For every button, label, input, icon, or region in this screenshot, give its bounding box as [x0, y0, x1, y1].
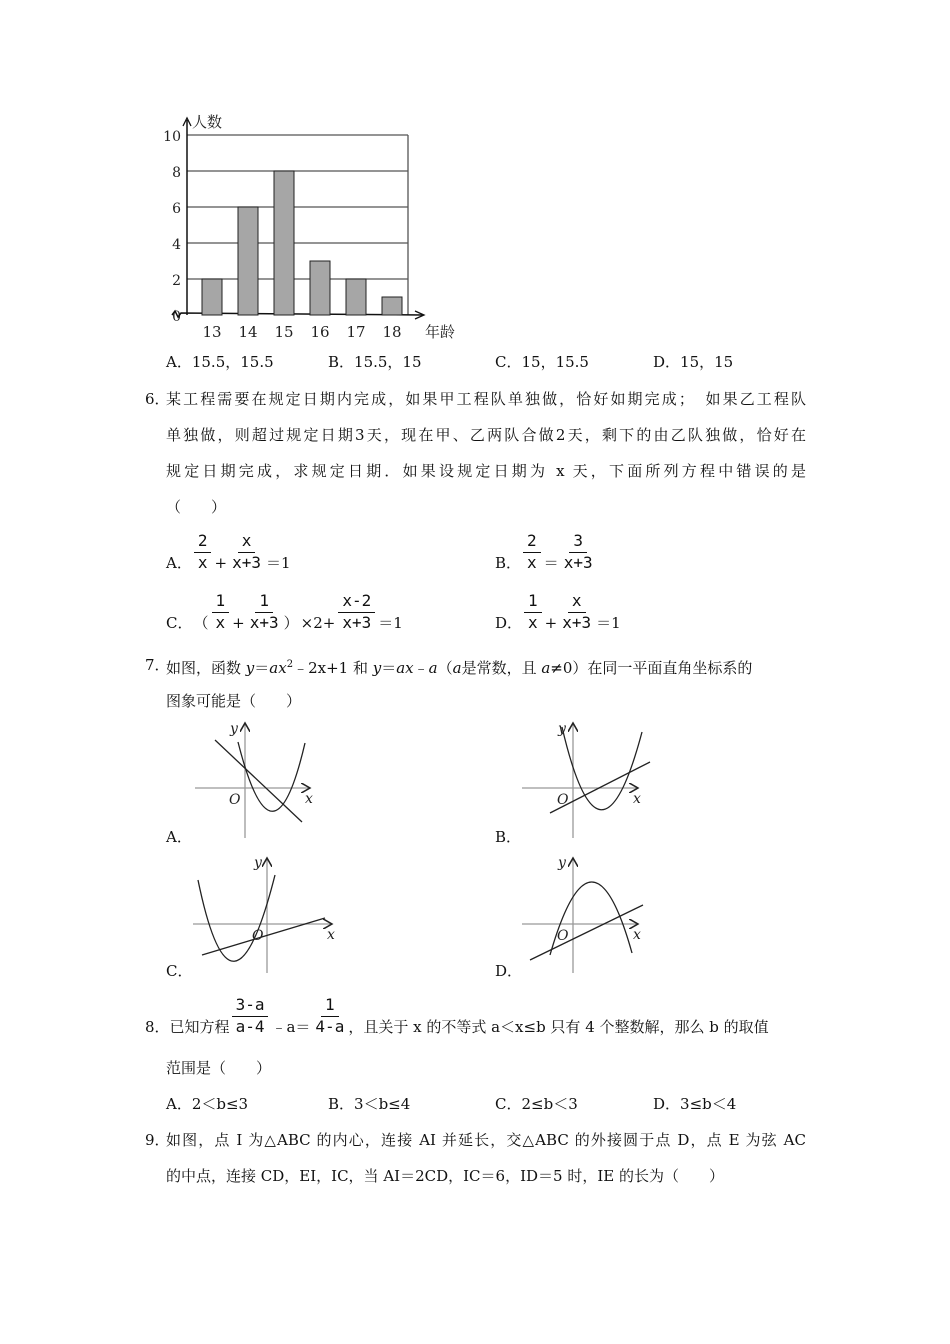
y-tick-label: 10 — [163, 129, 181, 145]
fraction — [524, 590, 542, 633]
numerator: x-2 — [338, 590, 375, 613]
bar — [274, 171, 294, 315]
x-tick-label: 13 — [202, 323, 222, 340]
q6-text-line: 单独做，则超过规定日期3天，现在甲、乙两队合做2天，剩下的由乙队独做，恰好在 — [166, 426, 806, 444]
equation-tail: ＝1 — [596, 614, 621, 632]
fraction — [230, 530, 263, 573]
x-label: x — [327, 927, 335, 943]
denominator: x+3 — [562, 613, 592, 632]
option-label: D． — [495, 614, 523, 632]
numerator: x — [238, 530, 256, 553]
denominator: x — [527, 553, 537, 572]
q8-option-b[interactable]: B．3＜b≤4 — [328, 1095, 411, 1113]
q6-text-line: 某工程需要在规定日期内完成，如果甲工程队单独做，恰好如期完成； 如果乙工程队 — [166, 390, 806, 408]
parabola — [238, 742, 305, 811]
q7-option-d[interactable]: D． — [495, 962, 523, 980]
graph-d[interactable] — [522, 858, 643, 973]
x-axis-title: 年龄 — [425, 323, 456, 340]
operator: + — [544, 614, 558, 632]
numerator: x — [568, 590, 586, 613]
x-tick-label: 14 — [238, 323, 258, 340]
option-label: A． — [166, 554, 192, 572]
option-label: C． — [166, 614, 193, 632]
q8-text-line: 范围是（ ） — [166, 1059, 272, 1077]
fraction — [560, 590, 593, 633]
denominator: x — [215, 613, 226, 632]
q5-option-b[interactable]: B．15.5，15 — [328, 353, 422, 371]
denominator: x+3 — [232, 553, 261, 572]
paren-close: ） — [283, 614, 299, 632]
q7-text-line: 如图，函数 $y=ax^2﹣2x+1$ 和 y＝ax﹣a（a是常数，且 a≠0）在同一平面直角坐标系的 — [166, 659, 753, 677]
fraction — [562, 530, 595, 573]
parabola — [198, 875, 275, 961]
q8-option-a[interactable]: A．2＜b≤3 — [166, 1095, 249, 1113]
y-tick-label: 8 — [172, 165, 181, 181]
denominator: a-4 — [235, 1017, 265, 1036]
q5-option-a[interactable]: A．15.5，15.5 — [166, 353, 274, 371]
q8-option-d[interactable]: D．3≤b＜4 — [653, 1095, 737, 1113]
option-label: B． — [495, 554, 522, 572]
q7-text-line: 图象可能是（ ） — [166, 692, 302, 710]
origin-label: O — [557, 928, 569, 944]
q9-text-line: 的中点，连接 CD，EI，IC，当 AI＝2CD，IC＝6，ID＝5 时，IE 的长为（ ） — [166, 1167, 724, 1185]
numerator: 1 — [524, 590, 542, 613]
q8-number: 8． — [145, 1018, 170, 1036]
y-label: y — [558, 721, 566, 737]
numerator: 1 — [321, 994, 339, 1017]
q7-number: 7． — [145, 656, 170, 674]
paren-open: （ — [193, 614, 209, 632]
q9-number: 9． — [145, 1131, 170, 1149]
x-tick-label: 16 — [310, 323, 330, 340]
fraction — [232, 994, 269, 1037]
fraction — [212, 590, 230, 633]
q7-option-b[interactable]: B． — [495, 828, 522, 846]
denominator: x+3 — [342, 613, 372, 632]
q6-answer-blank: （ ） — [166, 498, 227, 516]
q6-option-c[interactable] — [166, 590, 404, 633]
q6-option-b[interactable] — [495, 530, 597, 573]
q7-option-a[interactable]: A． — [166, 828, 192, 846]
q7-graphs — [160, 715, 660, 985]
y-tick-label: 4 — [172, 237, 181, 253]
fraction — [338, 590, 375, 633]
line — [215, 740, 302, 822]
numerator: 1 — [255, 590, 273, 613]
q6-text-line: 规定日期完成，求规定日期．如果设规定日期为 x 天，下面所列方程中错误的是 — [166, 462, 806, 480]
y-tick-label: 0 — [172, 309, 181, 325]
numerator: 2 — [194, 530, 212, 553]
x-tick-label: 18 — [382, 323, 402, 340]
fraction — [523, 530, 541, 573]
denominator: 4-a — [315, 1017, 345, 1036]
y-label: y — [558, 855, 566, 871]
q8-text-line: 8． 已知方程 $\frac{3-a}{a-4}$ ﹣a＝ $\frac{1}{4-a}$ ，且关于 x 的不等式 a＜x≤b 只有 4 个整数解，那么 b 的取值 — [145, 995, 769, 1036]
equation-tail: ＝1 — [265, 554, 291, 572]
denominator: x — [528, 613, 538, 632]
y-axis-title: 人数 — [192, 113, 223, 131]
fraction — [248, 590, 281, 633]
q8-option-c[interactable]: C．2≤b＜3 — [495, 1095, 578, 1113]
numerator: 2 — [523, 530, 541, 553]
x-label: x — [305, 791, 313, 807]
operator: ×2+ — [300, 614, 336, 632]
fraction — [313, 994, 346, 1037]
denominator: x — [197, 553, 208, 572]
x-tick-label: 17 — [346, 323, 366, 340]
parabola — [562, 727, 642, 810]
numerator: 1 — [212, 590, 230, 613]
y-label: y — [230, 721, 238, 737]
q5-option-c[interactable]: C．15，15.5 — [495, 353, 589, 371]
origin-label: O — [229, 792, 241, 808]
operator: + — [232, 614, 245, 632]
operator: + — [214, 554, 228, 572]
y-tick-label: 6 — [172, 201, 181, 217]
bar — [238, 207, 258, 315]
graph-c[interactable] — [193, 858, 332, 973]
q6-number: 6． — [145, 390, 170, 408]
operator: ＝ — [543, 554, 559, 572]
graph-a[interactable] — [195, 723, 310, 838]
x-tick-label: 15 — [274, 323, 294, 340]
denominator: x+3 — [563, 553, 593, 572]
y-label: y — [254, 855, 262, 871]
q6-option-a[interactable] — [166, 530, 292, 573]
y-tick-label: 2 — [172, 273, 181, 289]
q6-option-d[interactable] — [495, 590, 622, 633]
q5-option-d[interactable]: D．15，15 — [653, 353, 734, 371]
numerator: 3 — [569, 530, 587, 553]
equation-tail: ＝1 — [378, 614, 403, 632]
age-bar-chart — [150, 110, 460, 340]
origin-label: O — [557, 792, 569, 808]
x-label: x — [633, 791, 641, 807]
bar — [310, 261, 330, 315]
denominator: x+3 — [249, 613, 279, 632]
bar — [346, 279, 366, 315]
q9-text-line: 如图，点 I 为△ABC 的内心，连接 AI 并延长，交△ABC 的外接圆于点 D，点 E 为弦 AC — [166, 1131, 806, 1149]
bar — [382, 297, 402, 315]
origin-label: O — [252, 928, 264, 944]
q7-option-c[interactable]: C． — [166, 962, 193, 980]
bar — [202, 279, 222, 315]
fraction — [194, 530, 212, 573]
x-label: x — [633, 927, 641, 943]
graph-b[interactable] — [522, 723, 650, 838]
numerator: 3-a — [232, 994, 269, 1017]
